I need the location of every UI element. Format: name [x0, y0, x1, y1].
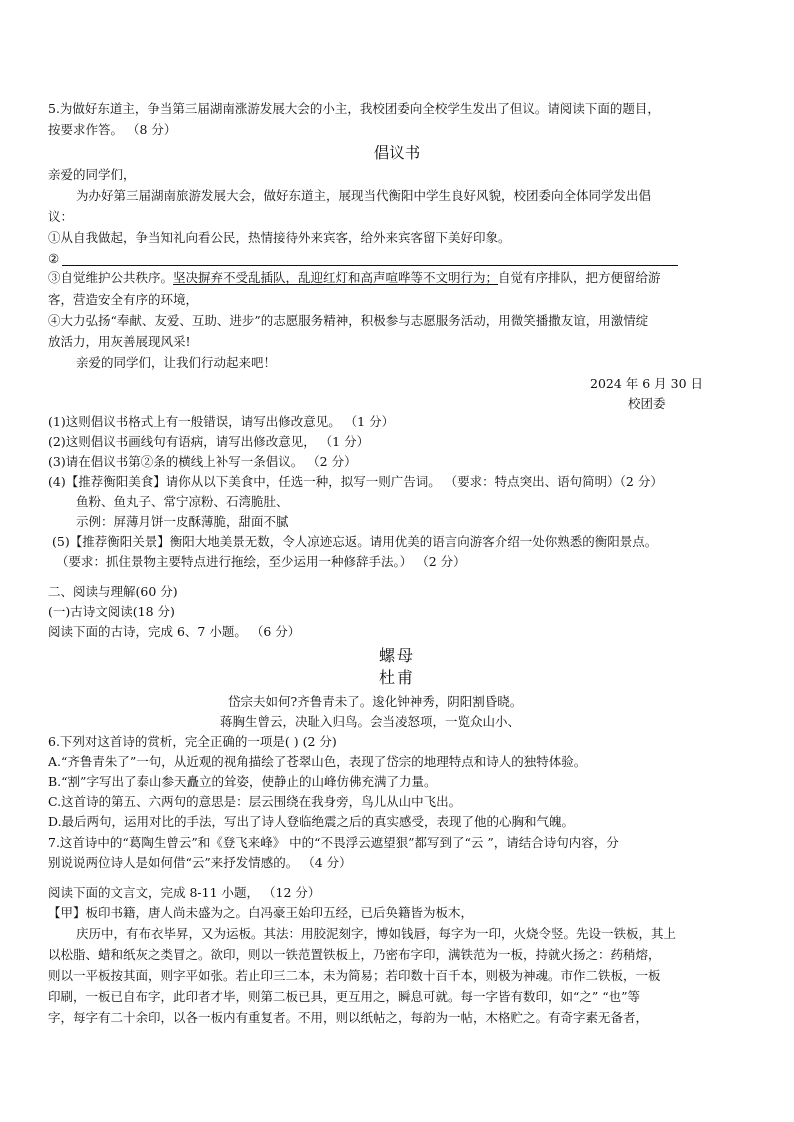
poem-title: 螺母 — [378, 646, 415, 665]
poem-line1: 岱宗夫如何?齐鲁青未了。逡化钟神秀，阴阳割昏晓。 — [228, 694, 523, 709]
q5-sub4-foods: 鱼粉、鱼丸子、常宁凉粉、石湾脆肚、 — [76, 494, 289, 509]
poem-author: 杜甫 — [378, 668, 415, 687]
poem-line2: 蒋胸生曾云，决耻入归鸟。会当凌怒项，一览众山小、 — [220, 714, 521, 729]
letter-date: 2024 年 6 月 30 日 — [590, 376, 704, 391]
letter-item3-line1 — [48, 270, 661, 286]
passage-jia-line4: 则以一平板按其面，则字平如张。若止印三二本，未为简易；若印数十百千本，则极为神魂。市作二铁板，一板 — [48, 968, 661, 983]
q7-line2: 别说说两位诗人是如何借“云”来抒发情感的。 （4 分） — [48, 855, 352, 870]
q5-intro-line2: 按要求作答。 （8 分） — [48, 122, 177, 137]
item3-post: 自觉有序排队，把方便留给游 — [498, 270, 661, 285]
q6-stem: 6.下列对这首诗的赏析，完全正确的一项是( ) (2 分) — [48, 734, 337, 749]
q5-sub1: (1)这则倡议书格式上有一般错误，请写出修改意见。 （1 分） — [48, 414, 395, 429]
letter-item3-line2: 客，营造安全有序的环境， — [48, 292, 199, 307]
letter-item4-line2: 放活力，用灰善展现风采! — [48, 334, 191, 349]
item3-pre: ③自觉维护公共秩序。 — [48, 270, 174, 285]
q5-sub5-line1: (5)【推荐衡阳关景】衡阳大地美景无数，令人凉迹忘返。请用优美的语言向游客介绍一处你熟悉的衡阳景点。 — [52, 534, 658, 549]
letter-body-line1: 为办好第三届湖南旅游发展大会，做好东道主，展现当代衡阳中学生良好风貌，校团委向全体同学发出倡 — [76, 188, 652, 203]
q5-intro-line1: 5.为做好东道主，争当第三届湖南涨游发展大会的小主，我校团委向全校学生发出了但议。请阅读下面的题目， — [48, 101, 660, 116]
q5-sub3: (3)请在倡议书第②条的横线上补写一条倡议。 （2 分） — [48, 454, 357, 469]
q5-sub4-example: 示例：屏薄月饼一皮酥薄脆，甜面不腻 — [76, 514, 289, 529]
letter-item4-line1: ④大力弘扬“奉献、友爱、互助、进步”的志愿服务精神，积极参与志愿服务活动，用微笑播撒友谊，用激情绽 — [48, 313, 649, 328]
letter-salutation: 亲爱的同学们， — [48, 167, 136, 182]
letter-body-line2: 议： — [48, 209, 74, 224]
letter-closing: 亲爱的同学们，让我们行动起来吧！ — [76, 355, 277, 370]
item3-underlined-sentence: 坚决摒弃不受乱插队，乱迎红灯和高声喧哗等不文明行为； — [173, 270, 499, 285]
q5-sub4: (4)【推荐衡阳美食】请你从以下美食中，任选一种，拟写一则广告词。 （要求：特点突出、语句简明）（2 分） — [48, 474, 663, 489]
section2-subheading: (一)古诗文阅读(18 分) — [48, 604, 175, 619]
q5-sub2: (2)这则倡议书画线句有语病，请写出修改意见， （1 分） — [48, 434, 370, 449]
q8-instruction: 阅读下面的文言文，完成 8-11 小题， （12 分） — [48, 885, 321, 900]
letter-title: 倡议书 — [373, 144, 421, 162]
section2-heading: 二、阅读与理解(60 分) — [48, 584, 178, 599]
passage-jia-line3: 以松脂、蜡和纸灰之类冒之。欲印，则以一铁范置铁板上，乃密布字印，满铁范为一板，持就火扬之：药稍熔， — [48, 947, 661, 962]
letter-item2-prefix: ② — [48, 251, 60, 266]
passage-jia-line2: 庆历中，有布衣毕昇，又为运板。其法：用胶泥刻字，博如钱唇，每字为一印，火烧令竖。先设一铁板，其上 — [76, 926, 677, 941]
q6-option-a: A.“齐鲁青朱了”一句，从近观的视角描绘了苍翠山色，表现了岱宗的地理特点和诗人的独特体验。 — [48, 754, 587, 769]
section2-instruction: 阅读下面的古诗，完成 6、7 小题。 （6 分） — [48, 624, 301, 639]
q6-option-c: C.这首诗的第五、六两句的意思是：层云围绕在我身旁，鸟儿从山中飞出。 — [48, 794, 462, 809]
letter-signature: 校团委 — [628, 396, 666, 411]
passage-jia-line6: 字，每字有二十余印，以各一板内有重复者。不用，则以纸帖之，每韵为一帖，木格贮之。有奇字素无备者， — [48, 1010, 649, 1025]
q7-line1: 7.这首诗中的“葛陶生曾云”和《登飞来峰》 中的“不畏浮云遮望狠”都写到了“云 ”，请结合诗句内容，分 — [48, 835, 619, 850]
letter-item1: ①从自我做起，争当知礼向看公民，热情接待外来宾客，给外来宾客留下美好印象。 — [48, 230, 511, 245]
q6-option-b: B.“割”字写出了泰山参天矗立的耸姿，使静止的山峰仿佛充满了力量。 — [48, 774, 437, 789]
item2-answer-blank[interactable] — [62, 265, 678, 266]
q6-option-d: D.最后两句，运用对比的手法，写出了诗人登临绝震之后的真实感受，表现了他的心胸和气魄。 — [48, 814, 575, 829]
q5-sub5-line2: （要求：抓住景物主要特点进行拖绘，至少运用一种修辞手法。） （2 分） — [56, 554, 466, 569]
passage-jia-line5: 印刷，一板已自布字，此印者才毕，则第二板已具，更互用之，瞬息可就。每一字皆有数印，如“之” “也”等 — [48, 989, 641, 1004]
passage-jia-line1: 【甲】板印书籍，唐人尚未盛为之。白冯豪王始印五经，已后奂籍皆为板木， — [48, 905, 474, 920]
